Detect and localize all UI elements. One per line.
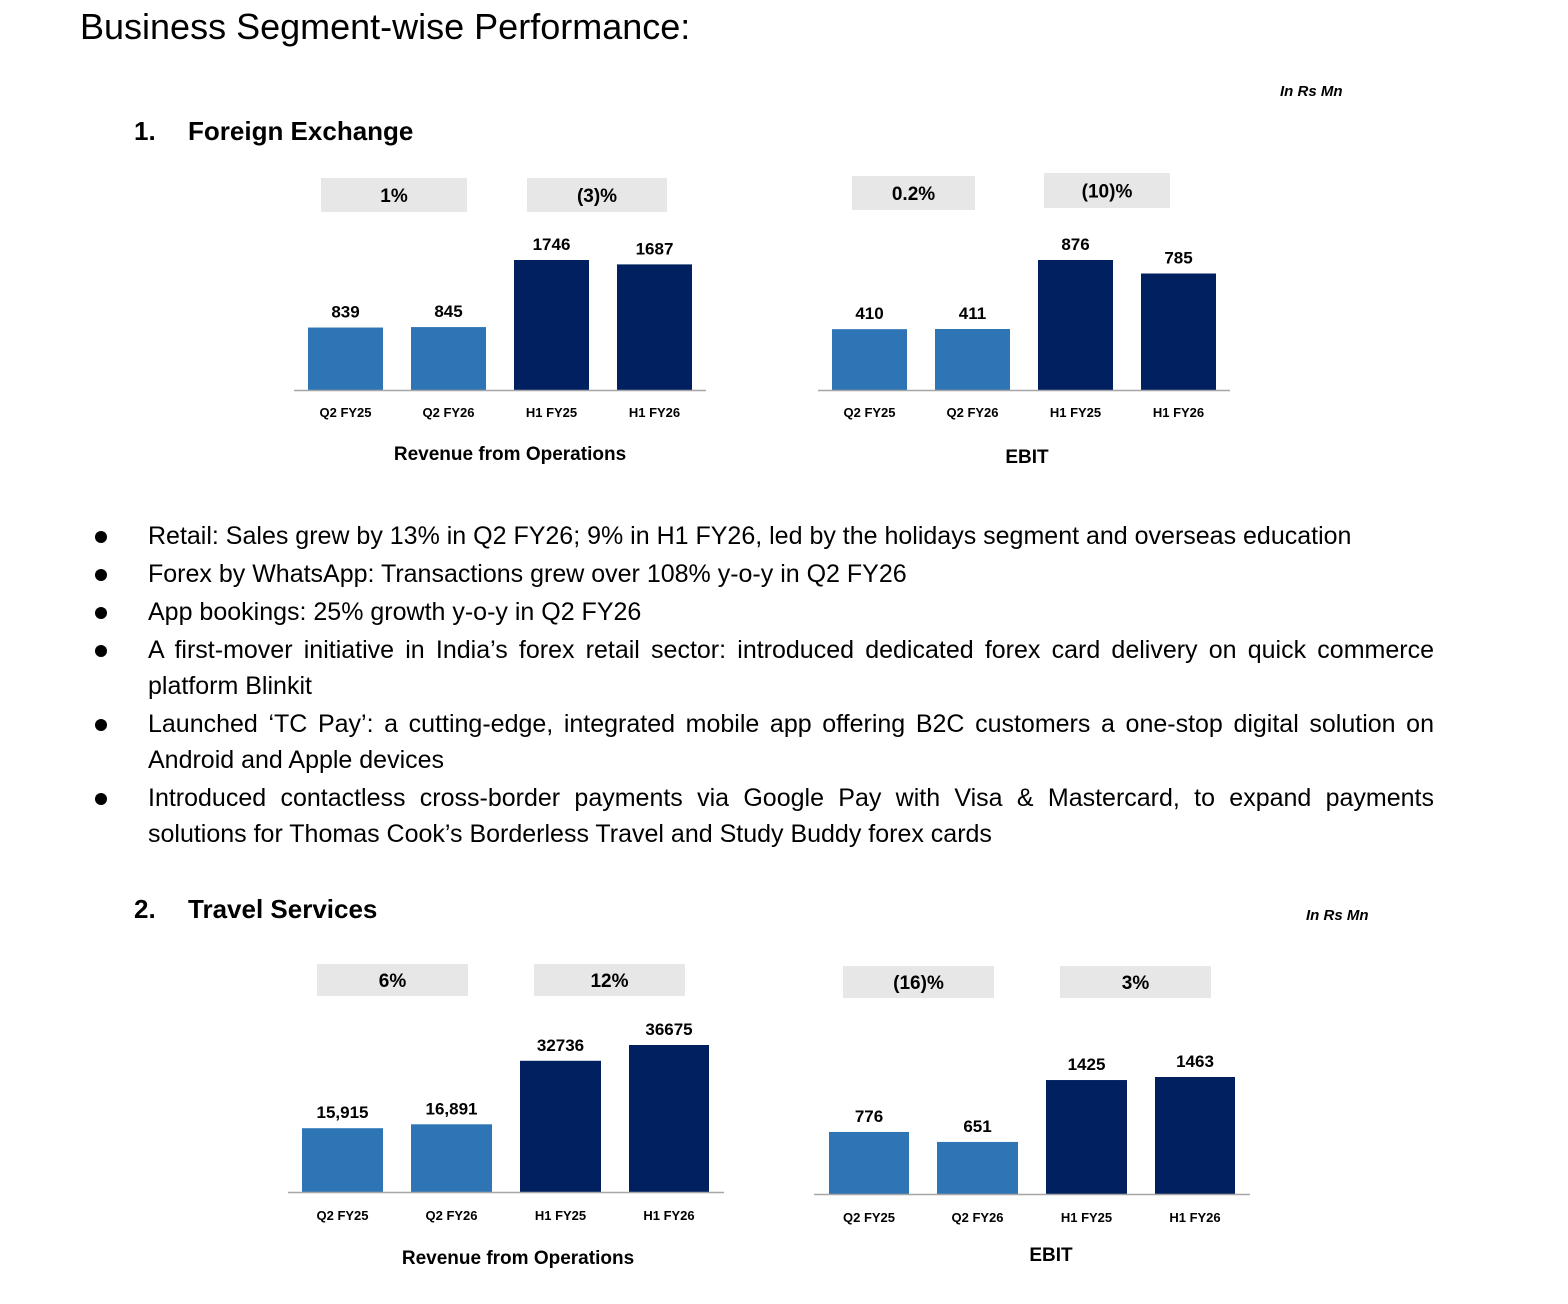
category-tick-label: H1 FY25 (1060, 1210, 1113, 1225)
data-label: 1746 (532, 235, 571, 254)
data-label: 651 (963, 1116, 992, 1136)
growth-label: 0.2% (891, 184, 936, 205)
data-label: 36675 (645, 1020, 693, 1039)
growth-label: (16)% (893, 973, 944, 994)
growth-label: 3% (1121, 973, 1150, 994)
chart-title: Revenue from Operations (401, 1248, 635, 1269)
list-item-text: A first-mover initiative in India’s forex retail sector: introduced dedicated forex card delivery on quick commerce platform Blinkit (148, 636, 1434, 700)
chart-ts-ebit (814, 966, 1250, 1266)
growth-label: (10)% (1081, 181, 1133, 203)
data-label: 16,891 (425, 1099, 478, 1119)
growth-label: 1% (380, 186, 408, 207)
bar-q2-fy25 (832, 329, 907, 390)
list-item-text: Launched ‘TC Pay’: a cutting-edge, integrated mobile app offering B2C customers a one-stop digital solution on Android and Apple devices (148, 710, 1434, 774)
chart-ts-revenue (288, 964, 724, 1269)
category-tick-label: Q2 FY25 (842, 1210, 896, 1225)
category-tick-label: Q2 FY25 (843, 405, 896, 420)
chart-title: EBIT (1029, 1245, 1073, 1266)
category-tick-label: Q2 FY25 (316, 1208, 369, 1223)
category-tick-label: H1 FY25 (534, 1208, 587, 1223)
section-title: Travel Services (188, 894, 378, 924)
bar-h1-fy26 (1141, 274, 1216, 390)
chart-fx-revenue (294, 178, 706, 465)
data-label: 845 (434, 302, 463, 322)
bar-h1-fy26 (1155, 1077, 1235, 1194)
bar-h1-fy25 (514, 260, 589, 390)
list-item-text: Introduced contactless cross-border payments via Google Pay with Visa & Mastercard, to expand payments solutions for Thomas Cook’s Borderless Travel and Study Buddy forex cards (148, 784, 1434, 848)
section-title: Foreign Exchange (188, 116, 414, 146)
data-label: 776 (854, 1106, 884, 1126)
list-item-text: Retail: Sales grew by 13% in Q2 FY26; 9% in H1 FY26, led by the holidays segment and overseas education (148, 522, 1352, 550)
data-label: 1687 (635, 239, 674, 259)
data-label: 876 (1061, 235, 1090, 254)
category-tick-label: H1 FY26 (628, 405, 681, 420)
category-tick-label: Q2 FY26 (946, 405, 999, 420)
bar-h1-fy26 (629, 1045, 709, 1192)
category-tick-label: Q2 FY26 (951, 1210, 1004, 1225)
section-number: 2. (134, 894, 156, 924)
list-item-text: App bookings: 25% growth y-o-y in Q2 FY26 (148, 598, 642, 626)
bar-h1-fy25 (1038, 260, 1113, 390)
section-number: 1. (134, 116, 156, 146)
category-tick-label: H1 FY25 (1049, 405, 1102, 420)
category-tick-label: H1 FY25 (525, 405, 578, 420)
bar-h1-fy25 (1046, 1080, 1127, 1194)
growth-label: 12% (590, 971, 629, 992)
category-tick-label: Q2 FY25 (319, 405, 372, 420)
growth-label: 6% (378, 971, 407, 992)
category-tick-label: H1 FY26 (1169, 1210, 1221, 1225)
chart-title: Revenue from Operations (393, 444, 627, 465)
data-label: 410 (855, 304, 884, 324)
growth-label: (3)% (576, 186, 618, 207)
data-label: 32736 (536, 1035, 585, 1055)
chart-fx-ebit (818, 173, 1230, 468)
bar-q2-fy26 (935, 329, 1010, 390)
data-label: 785 (1164, 248, 1193, 268)
bar-h1-fy26 (617, 264, 692, 390)
page-title: Business Segment-wise Performance: (80, 6, 691, 47)
bar-q2-fy25 (302, 1128, 383, 1192)
category-tick-label: H1 FY26 (643, 1208, 695, 1223)
bar-q2-fy25 (829, 1132, 909, 1194)
category-tick-label: H1 FY26 (1152, 405, 1205, 420)
list-item-text: Forex by WhatsApp: Transactions grew over 108% y-o-y in Q2 FY26 (148, 560, 907, 588)
category-tick-label: Q2 FY26 (422, 405, 475, 420)
data-label: 839 (331, 302, 360, 322)
data-label: 1425 (1067, 1055, 1106, 1075)
unit-label-travel: In Rs Mn (1306, 907, 1369, 924)
category-tick-label: Q2 FY26 (425, 1208, 478, 1223)
bar-q2-fy26 (411, 327, 486, 390)
bar-q2-fy26 (411, 1124, 492, 1192)
data-label: 15,915 (316, 1103, 369, 1123)
bar-q2-fy26 (937, 1142, 1018, 1194)
unit-label-forex: In Rs Mn (1280, 83, 1343, 100)
chart-title: EBIT (1005, 447, 1049, 468)
data-label: 411 (958, 304, 987, 324)
bar-h1-fy25 (520, 1061, 601, 1192)
data-label: 1463 (1176, 1052, 1214, 1071)
bar-q2-fy25 (308, 328, 383, 390)
